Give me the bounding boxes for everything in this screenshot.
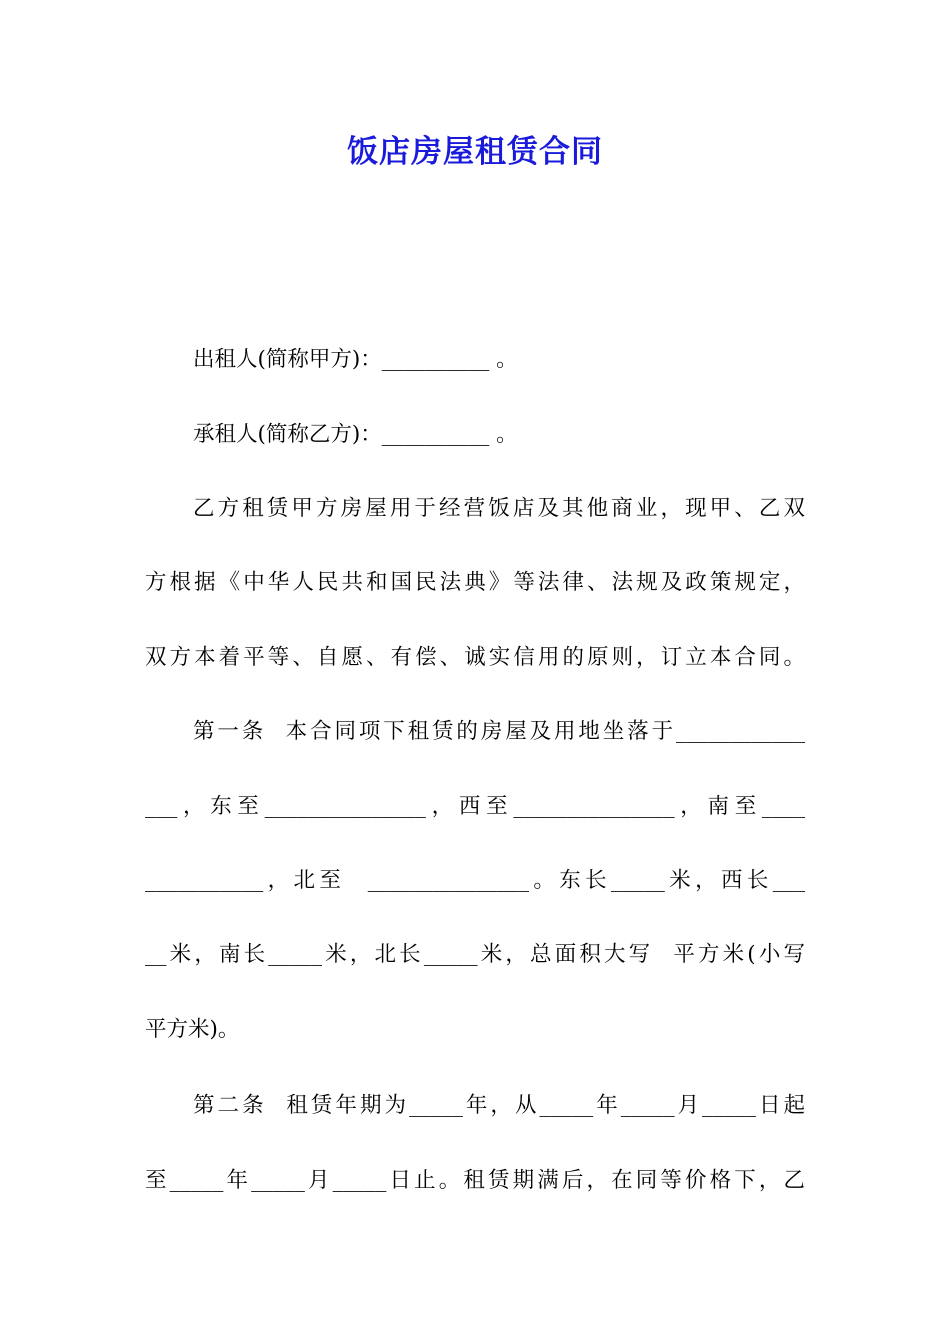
preamble-line-3: 双方本着平等、自愿、有偿、诚实信用的原则，订立本合同。	[145, 645, 805, 670]
preamble-line-2: 方根据《中华人民共和国民法典》等法律、法规及政策规定，	[145, 570, 805, 595]
article-2-line-2: 至_____年_____月_____日止。租赁期满后，在同等价格下，乙	[145, 1168, 805, 1193]
lessee-line: 承租人(简称乙方)：__________ 。	[193, 422, 518, 447]
lessor-line: 出租人(简称甲方)：__________ 。	[193, 347, 518, 372]
article-1-line-1: 第一条 本合同项下租赁的房屋及用地坐落于____________	[193, 719, 805, 744]
article-1-line-3: ___________，北至 _______________。东长_____米，西长___	[145, 868, 805, 893]
preamble-line-1: 乙方租赁甲方房屋用于经营饭店及其他商业，现甲、乙双	[193, 496, 805, 521]
article-1-line-2: ___，东至_______________，西至_______________，南至____	[145, 794, 805, 819]
document-title: 饭店房屋租赁合同	[347, 134, 603, 170]
article-1-line-5: 平方米)。	[145, 1017, 240, 1042]
article-2-line-1: 第二条 租赁年期为_____年，从_____年_____月_____日起	[193, 1093, 805, 1118]
article-1-line-4: __米，南长_____米，北长_____米，总面积大写 平方米(小写	[145, 942, 805, 967]
